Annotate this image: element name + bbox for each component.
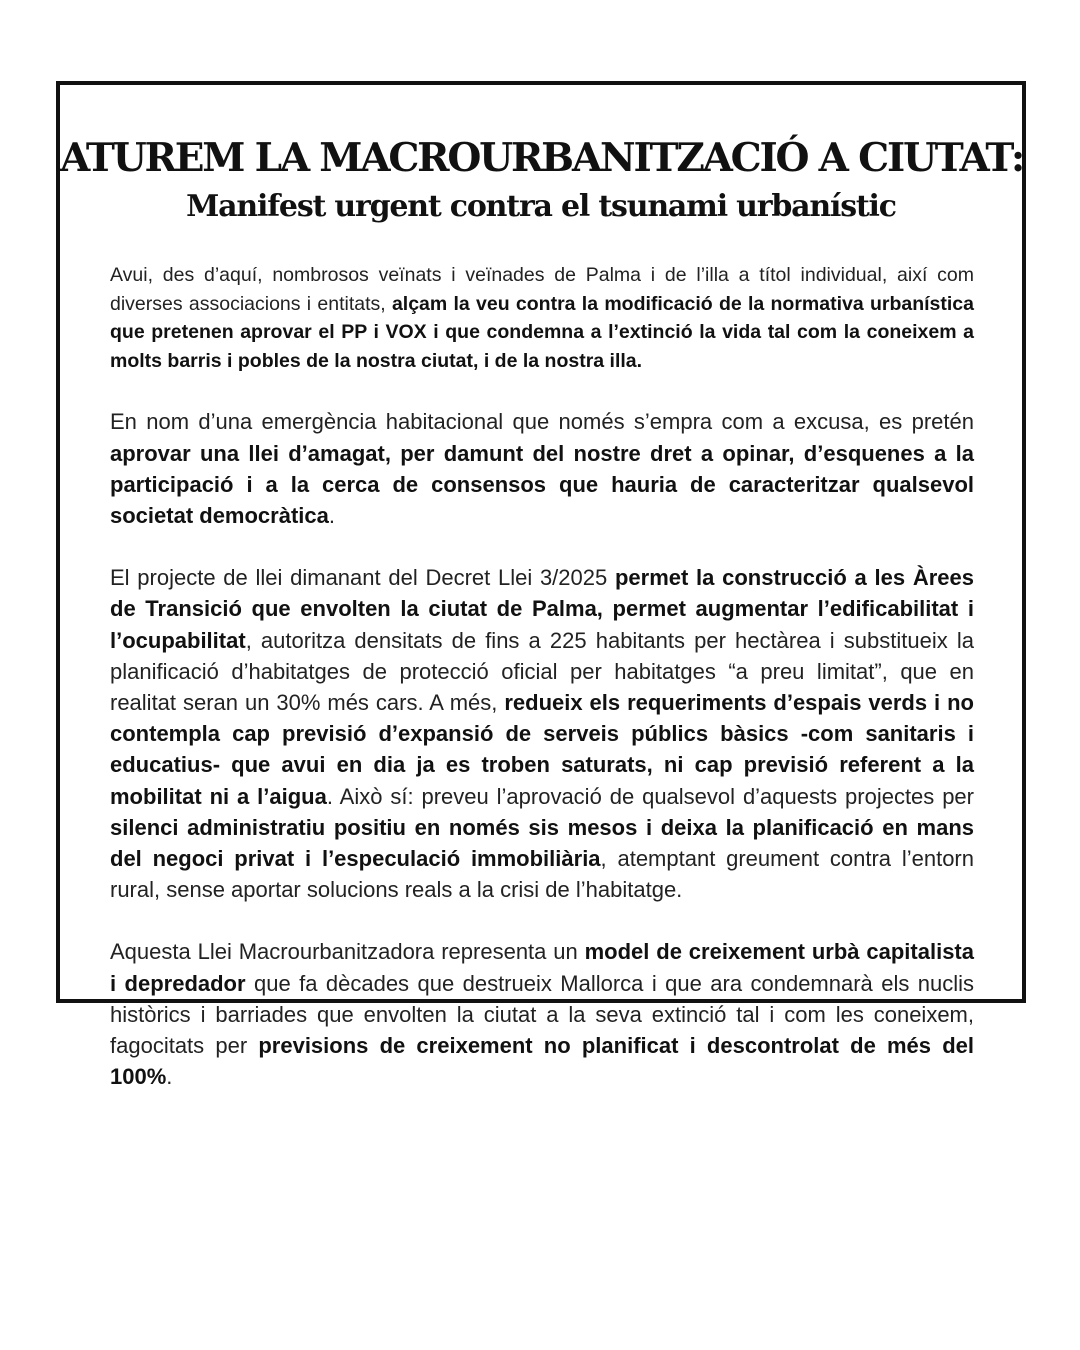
- manifesto-body: [110, 261, 974, 1092]
- text-run: Aquesta Llei Macrourbanitzadora representa un: [110, 939, 585, 965]
- bold-text-run: redueix els requeriments d’espais verds i no contempla cap previsió d’expansió de serveis públics bàsics -com sanitaris i educatius- que avui en dia ja es troben saturats, ni cap previsió referent a la mobilitat ni a l’aigua: [110, 690, 974, 809]
- paragraph-1: [110, 261, 974, 375]
- paragraph-2: [110, 406, 974, 531]
- bold-text-run: previsions de creixement no planificat i descontrolat de més del 100%: [110, 1033, 975, 1090]
- text-run: .: [166, 1064, 173, 1090]
- paragraph-3: [110, 562, 974, 905]
- text-run: , autoritza densitats de fins a 225 habitants per hectàrea i substitueix la planificació d’habitatges de protecció oficial per habitatges “a preu limitat”, que en realitat seran un 30% més cars. A més,: [110, 627, 974, 715]
- text-run: En nom d’una emergència habitacional que només s’empra com a excusa, es pretén: [110, 409, 974, 435]
- text-run: .: [328, 502, 335, 528]
- text-run: que fa dècades que destrueix Mallorca i que ara condemnarà els nuclis històrics i barriades que envolten la ciutat a la seva extinció tal i com les coneixem, fagocitats per: [110, 970, 974, 1059]
- bold-text-run: permet la construcció a les Àrees de Transició que envolten la ciutat de Palma, permet augmentar l’edificabilitat i l’ocupabilitat: [110, 565, 974, 653]
- text-run: Avui, des d’aquí, nombrosos veïnats i veïnades de Palma i de l’illa a títol individual, així com diverses associacions i entitats,: [110, 264, 974, 315]
- bold-text-run: silenci administratiu positiu en només sis mesos i deixa la planificació en mans del negoci privat i l’especulació immobiliària: [110, 814, 974, 872]
- manifesto-subtitle: Manifest urgent contra el tsunami urbanístic: [186, 189, 896, 224]
- manifesto-frame: [56, 81, 1026, 1090]
- bold-text-run: model de creixement urbà capitalista i depredador: [110, 939, 974, 996]
- manifesto-title: ATUREM LA MACROURBANITZACIÓ A CIUTAT:: [60, 135, 1024, 181]
- text-run: . Això sí: preveu l’aprovació de qualsevol d’aquests projectes per: [326, 783, 974, 809]
- text-run: El projecte de llei dimanant del Decret Llei 3/2025: [110, 565, 615, 591]
- bold-text-run: alçam la veu contra la modificació de la normativa urbanística que pretenen aprovar el PP i VOX i que condemna a l’extinció la vida tal com la coneixem a molts barris i pobles de la nostra ciutat, i de la nostra illa.: [110, 292, 974, 372]
- text-run: , atemptant greument contra l’entorn rural, sense aportar solucions reals a la crisi de l’habitatge.: [110, 846, 974, 903]
- paragraph-4: [110, 936, 974, 1092]
- bold-text-run: aprovar una llei d’amagat, per damunt del nostre dret a opinar, d’esquenes a la participació i a la cerca de consensos que hauria de caracteritzar qualsevol societat democràtica: [110, 440, 974, 528]
